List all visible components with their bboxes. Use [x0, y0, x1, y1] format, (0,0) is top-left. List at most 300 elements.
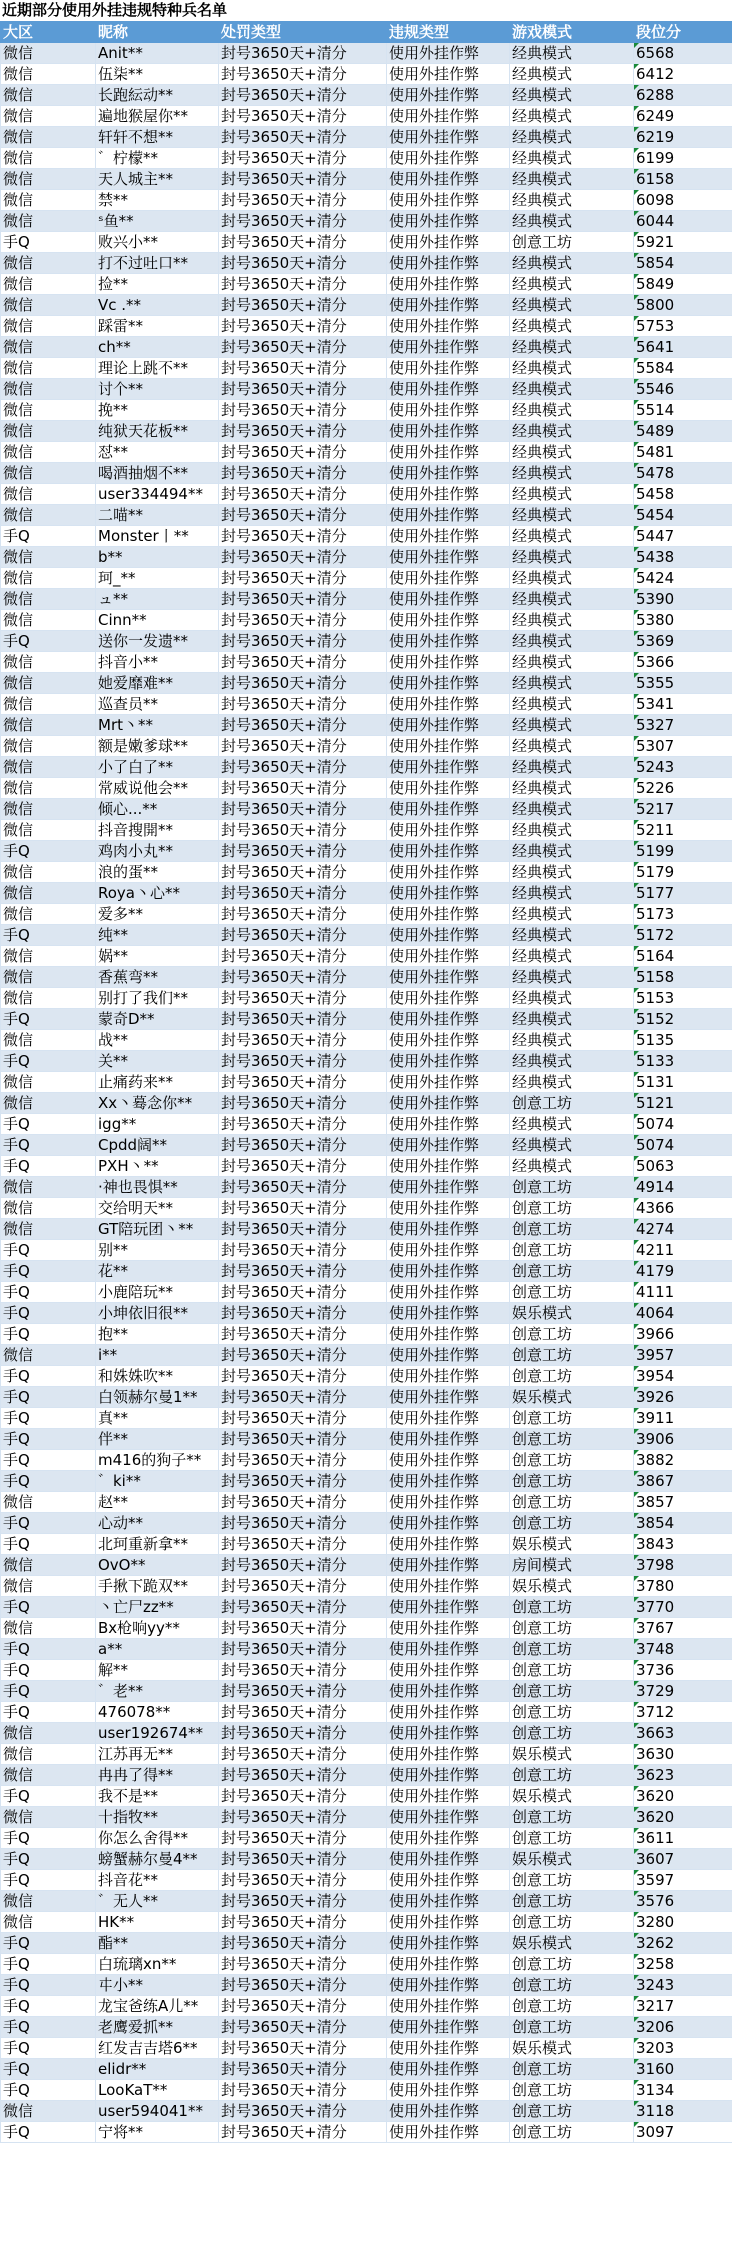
game-mode-cell: 娱乐模式: [510, 1849, 634, 1870]
region-cell: 微信: [1, 736, 96, 757]
game-mode-cell: 经典模式: [510, 988, 634, 1009]
region-cell: 微信: [1, 1093, 96, 1114]
violation-type-cell: 使用外挂作弊: [387, 1891, 510, 1912]
table-row: [1, 1009, 732, 1030]
violation-type-cell: 使用外挂作弊: [387, 1429, 510, 1450]
rank-score-cell: 5153: [634, 988, 732, 1009]
game-mode-cell: 创意工坊: [510, 1702, 634, 1723]
game-mode-cell: 娱乐模式: [510, 1303, 634, 1324]
violation-type-cell: 使用外挂作弊: [387, 127, 510, 148]
table-row: [1, 1408, 732, 1429]
penalty-type-cell: 封号3650天+清分: [219, 1303, 387, 1324]
region-cell: 手Q: [1, 1009, 96, 1030]
game-mode-cell: 经典模式: [510, 1156, 634, 1177]
game-mode-cell: 经典模式: [510, 148, 634, 169]
nickname-cell: 北珂重新拿**: [96, 1534, 219, 1555]
header-penalty-type: 处罚类型: [219, 22, 387, 43]
table-row: [1, 1219, 732, 1240]
penalty-type-cell: 封号3650天+清分: [219, 1219, 387, 1240]
header-game-mode: 游戏模式: [510, 22, 634, 43]
penalty-type-cell: 封号3650天+清分: [219, 1051, 387, 1072]
penalty-type-cell: 封号3650天+清分: [219, 2059, 387, 2080]
region-cell: 手Q: [1, 1933, 96, 1954]
game-mode-cell: 经典模式: [510, 673, 634, 694]
region-cell: 手Q: [1, 1135, 96, 1156]
table-row: [1, 232, 732, 253]
region-cell: 手Q: [1, 1870, 96, 1891]
violation-type-cell: 使用外挂作弊: [387, 43, 510, 64]
penalty-type-cell: 封号3650天+清分: [219, 421, 387, 442]
rank-score-cell: 3857: [634, 1492, 732, 1513]
region-cell: 手Q: [1, 1240, 96, 1261]
penalty-type-cell: 封号3650天+清分: [219, 2038, 387, 2059]
rank-score-cell: 5074: [634, 1114, 732, 1135]
rank-score-cell: 5063: [634, 1156, 732, 1177]
rank-score-cell: 3217: [634, 1996, 732, 2017]
game-mode-cell: 经典模式: [510, 526, 634, 547]
region-cell: 微信: [1, 568, 96, 589]
violation-type-cell: 使用外挂作弊: [387, 589, 510, 610]
nickname-cell: Mrt丶**: [96, 715, 219, 736]
table-row: [1, 1954, 732, 1975]
violation-type-cell: 使用外挂作弊: [387, 652, 510, 673]
nickname-cell: 禁**: [96, 190, 219, 211]
penalty-type-cell: 封号3650天+清分: [219, 589, 387, 610]
rank-score-cell: 3867: [634, 1471, 732, 1492]
violation-type-cell: 使用外挂作弊: [387, 1702, 510, 1723]
nickname-cell: 抱**: [96, 1324, 219, 1345]
game-mode-cell: 房间模式: [510, 1555, 634, 1576]
violation-type-cell: 使用外挂作弊: [387, 631, 510, 652]
rank-score-cell: 5243: [634, 757, 732, 778]
penalty-type-cell: 封号3650天+清分: [219, 1114, 387, 1135]
nickname-cell: ゛无人**: [96, 1891, 219, 1912]
rank-score-cell: 5341: [634, 694, 732, 715]
region-cell: 微信: [1, 1198, 96, 1219]
game-mode-cell: 经典模式: [510, 736, 634, 757]
region-cell: 微信: [1, 421, 96, 442]
rank-score-cell: 3280: [634, 1912, 732, 1933]
violation-type-cell: 使用外挂作弊: [387, 673, 510, 694]
rank-score-cell: 3854: [634, 1513, 732, 1534]
table-row: [1, 358, 732, 379]
region-cell: 微信: [1, 505, 96, 526]
game-mode-cell: 娱乐模式: [510, 1534, 634, 1555]
table-row: [1, 442, 732, 463]
violation-type-cell: 使用外挂作弊: [387, 1177, 510, 1198]
header-violation-type: 违规类型: [387, 22, 510, 43]
region-cell: 手Q: [1, 1954, 96, 1975]
rank-score-cell: 5390: [634, 589, 732, 610]
penalty-type-cell: 封号3650天+清分: [219, 1723, 387, 1744]
nickname-cell: 巡查员**: [96, 694, 219, 715]
nickname-cell: 鸡肉小丸**: [96, 841, 219, 862]
rank-score-cell: 5438: [634, 547, 732, 568]
nickname-cell: 476078**: [96, 1702, 219, 1723]
table-row: [1, 1345, 732, 1366]
rank-score-cell: 6288: [634, 85, 732, 106]
violation-type-cell: 使用外挂作弊: [387, 1492, 510, 1513]
nickname-cell: Cinn**: [96, 610, 219, 631]
region-cell: 微信: [1, 337, 96, 358]
nickname-cell: 江苏再无**: [96, 1744, 219, 1765]
nickname-cell: 龙宝爸练A儿**: [96, 1996, 219, 2017]
nickname-cell: 白领赫尔曼1**: [96, 1387, 219, 1408]
penalty-type-cell: 封号3650天+清分: [219, 463, 387, 484]
game-mode-cell: 经典模式: [510, 1114, 634, 1135]
game-mode-cell: 创意工坊: [510, 1765, 634, 1786]
table-row: [1, 883, 732, 904]
table-row: [1, 505, 732, 526]
region-cell: 微信: [1, 1807, 96, 1828]
game-mode-cell: 经典模式: [510, 211, 634, 232]
nickname-cell: 倾心...**: [96, 799, 219, 820]
nickname-cell: 香蕉弯**: [96, 967, 219, 988]
region-cell: 微信: [1, 295, 96, 316]
violation-type-cell: 使用外挂作弊: [387, 1870, 510, 1891]
violation-type-cell: 使用外挂作弊: [387, 463, 510, 484]
nickname-cell: Cpdd阔**: [96, 1135, 219, 1156]
game-mode-cell: 创意工坊: [510, 1345, 634, 1366]
rank-score-cell: 5355: [634, 673, 732, 694]
violation-type-cell: 使用外挂作弊: [387, 1975, 510, 1996]
penalty-type-cell: 封号3650天+清分: [219, 1555, 387, 1576]
penalty-type-cell: 封号3650天+清分: [219, 2017, 387, 2038]
table-row: [1, 925, 732, 946]
rank-score-cell: 3623: [634, 1765, 732, 1786]
nickname-cell: Monster丨**: [96, 526, 219, 547]
penalty-type-cell: 封号3650天+清分: [219, 1744, 387, 1765]
penalty-type-cell: 封号3650天+清分: [219, 1828, 387, 1849]
rank-score-cell: 4064: [634, 1303, 732, 1324]
game-mode-cell: 经典模式: [510, 43, 634, 64]
violation-type-cell: 使用外挂作弊: [387, 1114, 510, 1135]
table-row: [1, 1723, 732, 1744]
violation-type-cell: 使用外挂作弊: [387, 421, 510, 442]
penalty-type-cell: 封号3650天+清分: [219, 1387, 387, 1408]
nickname-cell: 额是嫩爹球**: [96, 736, 219, 757]
table-row: [1, 946, 732, 967]
penalty-type-cell: 封号3650天+清分: [219, 736, 387, 757]
table-row: [1, 484, 732, 505]
region-cell: 微信: [1, 820, 96, 841]
region-cell: 手Q: [1, 1051, 96, 1072]
penalty-type-cell: 封号3650天+清分: [219, 358, 387, 379]
game-mode-cell: 创意工坊: [510, 1639, 634, 1660]
penalty-type-cell: 封号3650天+清分: [219, 1618, 387, 1639]
rank-score-cell: 3206: [634, 2017, 732, 2038]
table-row: [1, 85, 732, 106]
nickname-cell: Bx枪响yy**: [96, 1618, 219, 1639]
penalty-type-cell: 封号3650天+清分: [219, 1345, 387, 1366]
violation-type-cell: 使用外挂作弊: [387, 1807, 510, 1828]
nickname-cell: 止痛药来**: [96, 1072, 219, 1093]
region-cell: 微信: [1, 274, 96, 295]
rank-score-cell: 3798: [634, 1555, 732, 1576]
penalty-type-cell: 封号3650天+清分: [219, 1450, 387, 1471]
nickname-cell: elidr**: [96, 2059, 219, 2080]
violation-type-cell: 使用外挂作弊: [387, 1240, 510, 1261]
game-mode-cell: 创意工坊: [510, 1492, 634, 1513]
rank-score-cell: 5800: [634, 295, 732, 316]
game-mode-cell: 经典模式: [510, 1072, 634, 1093]
violation-type-cell: 使用外挂作弊: [387, 799, 510, 820]
nickname-cell: 送你一发遗**: [96, 631, 219, 652]
region-cell: 微信: [1, 1618, 96, 1639]
rank-score-cell: 5226: [634, 778, 732, 799]
violation-type-cell: 使用外挂作弊: [387, 295, 510, 316]
nickname-cell: Xx丶蓦念你**: [96, 1093, 219, 1114]
table-row: [1, 2101, 732, 2122]
table-row: [1, 1828, 732, 1849]
nickname-cell: 小了白了**: [96, 757, 219, 778]
region-cell: 手Q: [1, 1513, 96, 1534]
game-mode-cell: 经典模式: [510, 904, 634, 925]
nickname-cell: user594041**: [96, 2101, 219, 2122]
violation-type-cell: 使用外挂作弊: [387, 1534, 510, 1555]
game-mode-cell: 经典模式: [510, 547, 634, 568]
nickname-cell: 蒙奇D**: [96, 1009, 219, 1030]
game-mode-cell: 经典模式: [510, 757, 634, 778]
rank-score-cell: 5753: [634, 316, 732, 337]
violation-type-cell: 使用外挂作弊: [387, 1009, 510, 1030]
penalty-type-cell: 封号3650天+清分: [219, 148, 387, 169]
table-row: [1, 694, 732, 715]
game-mode-cell: 创意工坊: [510, 1828, 634, 1849]
penalty-type-cell: 封号3650天+清分: [219, 1030, 387, 1051]
penalty-type-cell: 封号3650天+清分: [219, 778, 387, 799]
penalty-type-cell: 封号3650天+清分: [219, 2122, 387, 2143]
region-cell: 手Q: [1, 1639, 96, 1660]
region-cell: 手Q: [1, 1261, 96, 1282]
game-mode-cell: 经典模式: [510, 631, 634, 652]
nickname-cell: 战**: [96, 1030, 219, 1051]
penalty-type-cell: 封号3650天+清分: [219, 862, 387, 883]
game-mode-cell: 娱乐模式: [510, 2038, 634, 2059]
header-region: 大区: [1, 22, 96, 43]
penalty-type-cell: 封号3650天+清分: [219, 484, 387, 505]
rank-score-cell: 5447: [634, 526, 732, 547]
nickname-cell: ˢ鱼**: [96, 211, 219, 232]
nickname-cell: 讨个**: [96, 379, 219, 400]
game-mode-cell: 创意工坊: [510, 1429, 634, 1450]
penalty-type-cell: 封号3650天+清分: [219, 1429, 387, 1450]
game-mode-cell: 创意工坊: [510, 1219, 634, 1240]
game-mode-cell: 创意工坊: [510, 1891, 634, 1912]
game-mode-cell: 经典模式: [510, 337, 634, 358]
table-row: [1, 1030, 732, 1051]
violator-table: [0, 21, 732, 2143]
penalty-type-cell: 封号3650天+清分: [219, 820, 387, 841]
rank-score-cell: 5424: [634, 568, 732, 589]
penalty-type-cell: 封号3650天+清分: [219, 967, 387, 988]
nickname-cell: 抖音小**: [96, 652, 219, 673]
region-cell: 微信: [1, 1030, 96, 1051]
penalty-type-cell: 封号3650天+清分: [219, 1786, 387, 1807]
region-cell: 手Q: [1, 1597, 96, 1618]
region-cell: 微信: [1, 694, 96, 715]
penalty-type-cell: 封号3650天+清分: [219, 799, 387, 820]
nickname-cell: 伍柒**: [96, 64, 219, 85]
rank-score-cell: 3620: [634, 1786, 732, 1807]
nickname-cell: 爱多**: [96, 904, 219, 925]
table-row: [1, 1597, 732, 1618]
rank-score-cell: 5179: [634, 862, 732, 883]
table-row: [1, 1660, 732, 1681]
game-mode-cell: 经典模式: [510, 274, 634, 295]
nickname-cell: 小鹿陪玩**: [96, 1282, 219, 1303]
region-cell: 微信: [1, 190, 96, 211]
penalty-type-cell: 封号3650天+清分: [219, 988, 387, 1009]
violation-type-cell: 使用外挂作弊: [387, 736, 510, 757]
region-cell: 手Q: [1, 1324, 96, 1345]
game-mode-cell: 创意工坊: [510, 1996, 634, 2017]
region-cell: 微信: [1, 1492, 96, 1513]
violation-type-cell: 使用外挂作弊: [387, 1471, 510, 1492]
region-cell: 微信: [1, 463, 96, 484]
rank-score-cell: 3203: [634, 2038, 732, 2059]
rank-score-cell: 5307: [634, 736, 732, 757]
table-row: [1, 1513, 732, 1534]
rank-score-cell: 3258: [634, 1954, 732, 1975]
nickname-cell: m416的狗子**: [96, 1450, 219, 1471]
violation-type-cell: 使用外挂作弊: [387, 337, 510, 358]
table-row: [1, 274, 732, 295]
penalty-type-cell: 封号3650天+清分: [219, 1870, 387, 1891]
violation-type-cell: 使用外挂作弊: [387, 1954, 510, 1975]
game-mode-cell: 创意工坊: [510, 1681, 634, 1702]
penalty-type-cell: 封号3650天+清分: [219, 253, 387, 274]
table-row: [1, 988, 732, 1009]
table-row: [1, 1681, 732, 1702]
penalty-type-cell: 封号3650天+清分: [219, 1240, 387, 1261]
nickname-cell: 心动**: [96, 1513, 219, 1534]
penalty-type-cell: 封号3650天+清分: [219, 190, 387, 211]
table-row: [1, 1114, 732, 1135]
nickname-cell: 珂_**: [96, 568, 219, 589]
table-row: [1, 190, 732, 211]
penalty-type-cell: 封号3650天+清分: [219, 694, 387, 715]
region-cell: 手Q: [1, 1828, 96, 1849]
table-row: [1, 64, 732, 85]
game-mode-cell: 创意工坊: [510, 1723, 634, 1744]
table-row: [1, 127, 732, 148]
violation-type-cell: 使用外挂作弊: [387, 547, 510, 568]
nickname-cell: 打不过吐口**: [96, 253, 219, 274]
table-row: [1, 715, 732, 736]
violation-type-cell: 使用外挂作弊: [387, 64, 510, 85]
violation-type-cell: 使用外挂作弊: [387, 820, 510, 841]
penalty-type-cell: 封号3650天+清分: [219, 715, 387, 736]
region-cell: 微信: [1, 1912, 96, 1933]
table-row: [1, 1996, 732, 2017]
game-mode-cell: 创意工坊: [510, 1282, 634, 1303]
table-row: [1, 1576, 732, 1597]
region-cell: 手Q: [1, 1450, 96, 1471]
region-cell: 微信: [1, 358, 96, 379]
nickname-cell: HK**: [96, 1912, 219, 1933]
rank-score-cell: 4366: [634, 1198, 732, 1219]
region-cell: 微信: [1, 484, 96, 505]
game-mode-cell: 经典模式: [510, 484, 634, 505]
table-row: [1, 610, 732, 631]
penalty-type-cell: 封号3650天+清分: [219, 274, 387, 295]
game-mode-cell: 娱乐模式: [510, 1786, 634, 1807]
violation-type-cell: 使用外挂作弊: [387, 1681, 510, 1702]
region-cell: 手Q: [1, 1702, 96, 1723]
game-mode-cell: 创意工坊: [510, 1366, 634, 1387]
game-mode-cell: 娱乐模式: [510, 1933, 634, 1954]
region-cell: 手Q: [1, 1282, 96, 1303]
table-row: [1, 547, 732, 568]
penalty-type-cell: 封号3650天+清分: [219, 1261, 387, 1282]
penalty-type-cell: 封号3650天+清分: [219, 1156, 387, 1177]
nickname-cell: 螃蟹赫尔曼4**: [96, 1849, 219, 1870]
table-row: [1, 1072, 732, 1093]
game-mode-cell: 娱乐模式: [510, 1576, 634, 1597]
nickname-cell: 纯**: [96, 925, 219, 946]
nickname-cell: 喝酒抽烟不**: [96, 463, 219, 484]
violation-type-cell: 使用外挂作弊: [387, 400, 510, 421]
nickname-cell: ゛ki**: [96, 1471, 219, 1492]
game-mode-cell: 创意工坊: [510, 2017, 634, 2038]
penalty-type-cell: 封号3650天+清分: [219, 1765, 387, 1786]
penalty-type-cell: 封号3650天+清分: [219, 610, 387, 631]
game-mode-cell: 经典模式: [510, 1051, 634, 1072]
table-row: [1, 1744, 732, 1765]
nickname-cell: 长跑紜动**: [96, 85, 219, 106]
nickname-cell: 丶亡尸zz**: [96, 1597, 219, 1618]
table-row: [1, 589, 732, 610]
region-cell: 微信: [1, 1072, 96, 1093]
game-mode-cell: 经典模式: [510, 862, 634, 883]
violation-type-cell: 使用外挂作弊: [387, 757, 510, 778]
table-row: [1, 169, 732, 190]
rank-score-cell: 3160: [634, 2059, 732, 2080]
violation-type-cell: 使用外挂作弊: [387, 232, 510, 253]
violation-type-cell: 使用外挂作弊: [387, 1282, 510, 1303]
violation-type-cell: 使用外挂作弊: [387, 505, 510, 526]
game-mode-cell: 经典模式: [510, 967, 634, 988]
violation-type-cell: 使用外挂作弊: [387, 1156, 510, 1177]
penalty-type-cell: 封号3650天+清分: [219, 1660, 387, 1681]
rank-score-cell: 6219: [634, 127, 732, 148]
table-row: [1, 736, 732, 757]
penalty-type-cell: 封号3650天+清分: [219, 43, 387, 64]
violation-type-cell: 使用外挂作弊: [387, 1072, 510, 1093]
nickname-cell: 天人城主**: [96, 169, 219, 190]
page-title: 近期部分使用外挂违规特种兵名单: [2, 1, 228, 19]
game-mode-cell: 经典模式: [510, 568, 634, 589]
nickname-cell: 㐄小**: [96, 1975, 219, 1996]
penalty-type-cell: 封号3650天+清分: [219, 1009, 387, 1030]
penalty-type-cell: 封号3650天+清分: [219, 1702, 387, 1723]
violation-type-cell: 使用外挂作弊: [387, 1912, 510, 1933]
game-mode-cell: 经典模式: [510, 1135, 634, 1156]
game-mode-cell: 娱乐模式: [510, 1744, 634, 1765]
nickname-cell: 宁将**: [96, 2122, 219, 2143]
game-mode-cell: 经典模式: [510, 379, 634, 400]
rank-score-cell: 5478: [634, 463, 732, 484]
nickname-cell: 交给明天**: [96, 1198, 219, 1219]
region-cell: 微信: [1, 1219, 96, 1240]
nickname-cell: 常威说他会**: [96, 778, 219, 799]
table-row: [1, 1303, 732, 1324]
table-row: [1, 862, 732, 883]
table-row: [1, 337, 732, 358]
table-row: [1, 295, 732, 316]
table-row: [1, 1639, 732, 1660]
